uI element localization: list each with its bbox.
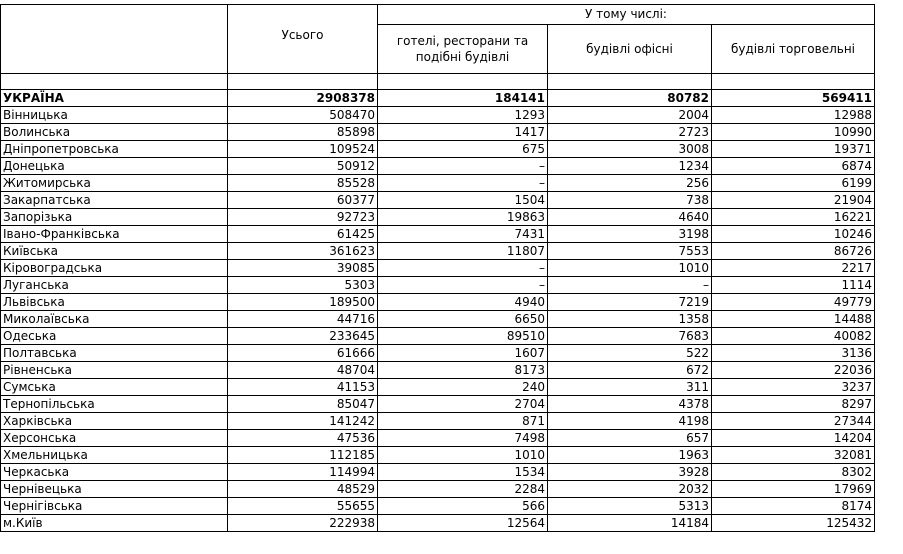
region-name: Чернівецька xyxy=(1,481,228,498)
table-row xyxy=(1,447,875,464)
office-value: 256 xyxy=(548,175,712,192)
trade-value: 19371 xyxy=(712,141,875,158)
total-value: 508470 xyxy=(228,107,378,124)
office-value: 1234 xyxy=(548,158,712,175)
total-value: 48704 xyxy=(228,362,378,379)
trade-value: 86726 xyxy=(712,243,875,260)
blank-cell xyxy=(712,74,875,90)
office-value: 2004 xyxy=(548,107,712,124)
hotels-value: – xyxy=(378,175,548,192)
region-name: Полтавська xyxy=(1,345,228,362)
table-row xyxy=(1,226,875,243)
office-value: 311 xyxy=(548,379,712,396)
table-row xyxy=(1,396,875,413)
region-name: Рівненська xyxy=(1,362,228,379)
office-value: 3198 xyxy=(548,226,712,243)
trade-value: 22036 xyxy=(712,362,875,379)
total-value: 222938 xyxy=(228,515,378,532)
region-name: Чернігівська xyxy=(1,498,228,515)
region-name: Запорізька xyxy=(1,209,228,226)
total-value: 60377 xyxy=(228,192,378,209)
office-value: 4378 xyxy=(548,396,712,413)
region-name: Сумська xyxy=(1,379,228,396)
region-name: Донецька xyxy=(1,158,228,175)
hotels-value: 240 xyxy=(378,379,548,396)
hotels-value: 7431 xyxy=(378,226,548,243)
header-group: У тому числі: xyxy=(378,5,875,25)
trade-value: 8302 xyxy=(712,464,875,481)
trade-value: 1114 xyxy=(712,277,875,294)
total-value: 50912 xyxy=(228,158,378,175)
table-row xyxy=(1,328,875,345)
hotels-value: 1293 xyxy=(378,107,548,124)
region-name: Луганська xyxy=(1,277,228,294)
total-value: 41153 xyxy=(228,379,378,396)
hotels-value: 6650 xyxy=(378,311,548,328)
trade-value: 12988 xyxy=(712,107,875,124)
trade-value: 14204 xyxy=(712,430,875,447)
region-name: Дніпропетровська xyxy=(1,141,228,158)
trade-value: 16221 xyxy=(712,209,875,226)
region-name: Миколаївська xyxy=(1,311,228,328)
hotels-value: 675 xyxy=(378,141,548,158)
header-hotels: готелі, ресторани та подібні будівлі xyxy=(378,24,548,73)
total-value: 47536 xyxy=(228,430,378,447)
table-container xyxy=(0,4,875,532)
office-value: 14184 xyxy=(548,515,712,532)
office-value: 4640 xyxy=(548,209,712,226)
table-row xyxy=(1,498,875,515)
office-value: 4198 xyxy=(548,413,712,430)
trade-value: 27344 xyxy=(712,413,875,430)
office-value: 1358 xyxy=(548,311,712,328)
total-value: 92723 xyxy=(228,209,378,226)
total-value: 361623 xyxy=(228,243,378,260)
office-value: 2032 xyxy=(548,481,712,498)
total-value: 141242 xyxy=(228,413,378,430)
table-row xyxy=(1,311,875,328)
region-name: Івано-Франківська xyxy=(1,226,228,243)
total-value: 48529 xyxy=(228,481,378,498)
blank-cell xyxy=(228,74,378,90)
total-value: 61666 xyxy=(228,345,378,362)
office-value: 5313 xyxy=(548,498,712,515)
office-value: 657 xyxy=(548,430,712,447)
region-name: Черкаська xyxy=(1,464,228,481)
office-value: 3008 xyxy=(548,141,712,158)
total-value: 109524 xyxy=(228,141,378,158)
trade-value: 14488 xyxy=(712,311,875,328)
header-region-cell xyxy=(1,5,228,74)
table-row xyxy=(1,379,875,396)
trade-value: 8297 xyxy=(712,396,875,413)
trade-value: 17969 xyxy=(712,481,875,498)
trade-value: 6199 xyxy=(712,175,875,192)
hotels-value: – xyxy=(378,277,548,294)
hotels-value: 1607 xyxy=(378,345,548,362)
trade-value: 40082 xyxy=(712,328,875,345)
hotels-value: 1010 xyxy=(378,447,548,464)
office-value: 80782 xyxy=(548,90,712,107)
region-name: Закарпатська xyxy=(1,192,228,209)
table-row xyxy=(1,192,875,209)
blank-cell xyxy=(378,74,548,90)
header-total: Усього xyxy=(228,5,378,74)
trade-value: 569411 xyxy=(712,90,875,107)
trade-value: 10246 xyxy=(712,226,875,243)
region-name: Харківська xyxy=(1,413,228,430)
hotels-value: 1534 xyxy=(378,464,548,481)
hotels-value: 566 xyxy=(378,498,548,515)
trade-value: 2217 xyxy=(712,260,875,277)
hotels-value: – xyxy=(378,158,548,175)
region-name: Київська xyxy=(1,243,228,260)
hotels-value: 1417 xyxy=(378,124,548,141)
region-name: Житомирська xyxy=(1,175,228,192)
trade-value: 6874 xyxy=(712,158,875,175)
hotels-value: 7498 xyxy=(378,430,548,447)
hotels-value: 4940 xyxy=(378,294,548,311)
total-value: 85528 xyxy=(228,175,378,192)
total-value: 2908378 xyxy=(228,90,378,107)
table-row-total xyxy=(1,90,875,107)
trade-value: 3237 xyxy=(712,379,875,396)
hotels-value: 871 xyxy=(378,413,548,430)
office-value: 738 xyxy=(548,192,712,209)
header-office: будівлі офісні xyxy=(548,24,712,73)
total-value: 114994 xyxy=(228,464,378,481)
table-row xyxy=(1,362,875,379)
hotels-value: 89510 xyxy=(378,328,548,345)
table-row xyxy=(1,243,875,260)
table-row xyxy=(1,481,875,498)
hotels-value: 2704 xyxy=(378,396,548,413)
table-row xyxy=(1,294,875,311)
total-value: 85047 xyxy=(228,396,378,413)
total-value: 189500 xyxy=(228,294,378,311)
region-name: Львівська xyxy=(1,294,228,311)
total-value: 5303 xyxy=(228,277,378,294)
hotels-value: 1504 xyxy=(378,192,548,209)
trade-value: 8174 xyxy=(712,498,875,515)
region-name: Херсонська xyxy=(1,430,228,447)
trade-value: 125432 xyxy=(712,515,875,532)
office-value: 672 xyxy=(548,362,712,379)
region-name: Одеська xyxy=(1,328,228,345)
table-row xyxy=(1,260,875,277)
total-value: 44716 xyxy=(228,311,378,328)
hotels-value: 11807 xyxy=(378,243,548,260)
hotels-value: 8173 xyxy=(378,362,548,379)
office-value: 2723 xyxy=(548,124,712,141)
hotels-value: 19863 xyxy=(378,209,548,226)
office-value: 7683 xyxy=(548,328,712,345)
blank-cell xyxy=(548,74,712,90)
trade-value: 3136 xyxy=(712,345,875,362)
table-row xyxy=(1,209,875,226)
trade-value: 10990 xyxy=(712,124,875,141)
region-name: УКРАЇНА xyxy=(1,90,228,107)
total-value: 233645 xyxy=(228,328,378,345)
blank-cell xyxy=(1,74,228,90)
table-row xyxy=(1,464,875,481)
hotels-value: 2284 xyxy=(378,481,548,498)
office-value: 3928 xyxy=(548,464,712,481)
table-row xyxy=(1,277,875,294)
trade-value: 21904 xyxy=(712,192,875,209)
region-name: м.Київ xyxy=(1,515,228,532)
total-value: 85898 xyxy=(228,124,378,141)
office-value: – xyxy=(548,277,712,294)
trade-value: 49779 xyxy=(712,294,875,311)
total-value: 61425 xyxy=(228,226,378,243)
table-row xyxy=(1,345,875,362)
header-trade: будівлі торговельні xyxy=(712,24,875,73)
table-row xyxy=(1,413,875,430)
region-name: Хмельницька xyxy=(1,447,228,464)
stats-table xyxy=(0,4,875,532)
table-row xyxy=(1,515,875,532)
table-row xyxy=(1,124,875,141)
table-row xyxy=(1,107,875,124)
table-row xyxy=(1,430,875,447)
total-value: 39085 xyxy=(228,260,378,277)
total-value: 112185 xyxy=(228,447,378,464)
region-name: Кіровоградська xyxy=(1,260,228,277)
total-value: 55655 xyxy=(228,498,378,515)
hotels-value: 184141 xyxy=(378,90,548,107)
office-value: 7219 xyxy=(548,294,712,311)
hotels-value: 12564 xyxy=(378,515,548,532)
table-row xyxy=(1,141,875,158)
table-row xyxy=(1,158,875,175)
region-name: Волинська xyxy=(1,124,228,141)
office-value: 1010 xyxy=(548,260,712,277)
region-name: Вінницька xyxy=(1,107,228,124)
trade-value: 32081 xyxy=(712,447,875,464)
region-name: Тернопільська xyxy=(1,396,228,413)
office-value: 7553 xyxy=(548,243,712,260)
table-row xyxy=(1,175,875,192)
office-value: 522 xyxy=(548,345,712,362)
office-value: 1963 xyxy=(548,447,712,464)
hotels-value: – xyxy=(378,260,548,277)
